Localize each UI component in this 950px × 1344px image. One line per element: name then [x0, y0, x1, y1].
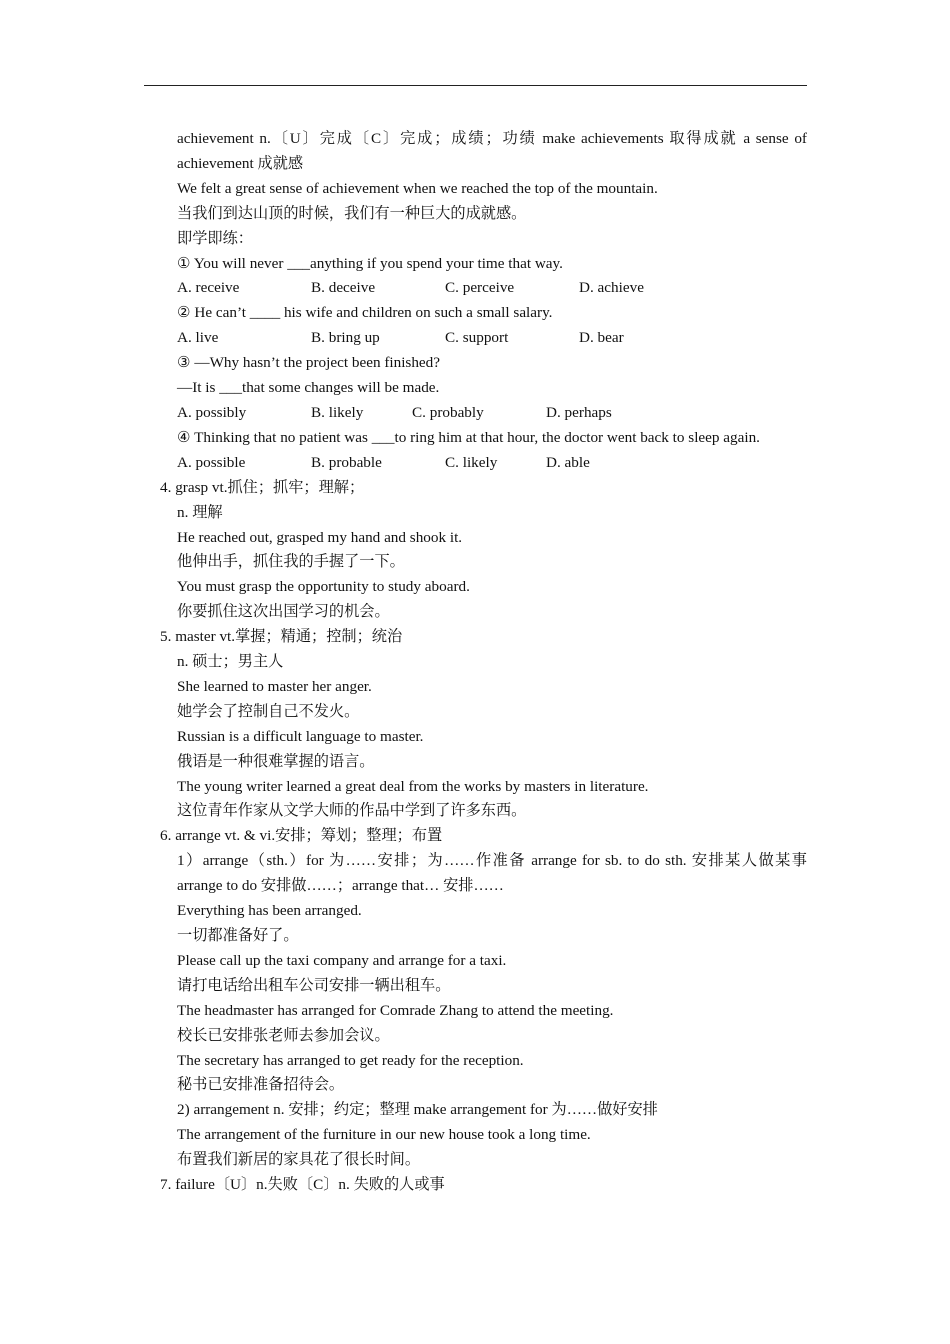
example-translation: 俄语是一种很难掌握的语言。	[177, 752, 375, 770]
document-body	[144, 127, 807, 1198]
option: C. perceive	[445, 279, 515, 297]
example-translation: 他伸出手，抓住我的手握了一下。	[177, 553, 405, 571]
example-translation: 秘书已安排准备招待会。	[177, 1076, 345, 1094]
entry-failure: 7. failure〔U〕n.失败〔C〕n. 失败的人或事	[160, 1176, 445, 1194]
question-4: ④ Thinking that no patient was ___to ring him at that hour, the doctor went back to sleep again.	[177, 428, 760, 446]
entry-master: 5. master vt.掌握；精通；控制；统治	[160, 628, 403, 646]
option: A. possible	[177, 453, 246, 471]
example-translation: 当我们到达山顶的时候，我们有一种巨大的成就感。	[177, 204, 527, 222]
example-sentence: Please call up the taxi company and arrange for a taxi.	[177, 951, 507, 969]
example-translation: 她学会了控制自己不发火。	[177, 702, 360, 720]
example-sentence: We felt a great sense of achievement when we reached the top of the mountain.	[177, 179, 658, 197]
question-3-reply: —It is ___that some changes will be made.	[177, 379, 440, 397]
example-sentence: You must grasp the opportunity to study aboard.	[177, 578, 470, 596]
option: C. likely	[445, 453, 498, 471]
option: D. bear	[579, 329, 624, 347]
option: D. achieve	[579, 279, 644, 297]
option: D. able	[546, 453, 590, 471]
example-sentence: The secretary has arranged to get ready for the reception.	[177, 1051, 524, 1069]
example-sentence: The arrangement of the furniture in our new house took a long time.	[177, 1126, 591, 1144]
arrange-usage: 1）arrange（sth.）for 为……安排；为……作准备 arrange for sb. to do sth. 安排某人做某事 arrange to do 安排做……；arrange that… 安排……	[177, 852, 807, 895]
question-3: ③ —Why hasn’t the project been finished?	[177, 354, 441, 372]
example-translation: 请打电话给出租车公司安排一辆出租车。	[177, 976, 451, 994]
example-sentence: She learned to master her anger.	[177, 677, 372, 695]
header-rule	[144, 85, 807, 86]
option: B. likely	[311, 403, 364, 421]
example-sentence: Everything has been arranged.	[177, 902, 362, 920]
example-translation: 校长已安排张老师去参加会议。	[177, 1026, 390, 1044]
example-translation: 一切都准备好了。	[177, 927, 299, 944]
option: B. deceive	[311, 279, 376, 297]
question-2-options	[144, 326, 807, 351]
entry-arrange: 6. arrange vt. & vi.安排；筹划；整理；布置	[160, 827, 443, 845]
arrangement-usage: 2) arrangement n. 安排；约定；整理 make arrangement for 为……做好安排	[177, 1101, 658, 1119]
entry-grasp-noun: n. 理解	[177, 503, 223, 521]
paragraph-achievement: achievement n.〔U〕完成〔C〕完成；成绩；功绩 make achievements 取得成就 a sense of achievement 成就感	[177, 130, 807, 172]
option: C. support	[445, 329, 509, 347]
option: B. bring up	[311, 329, 380, 347]
example-translation: 这位青年作家从文学大师的作品中学到了许多东西。	[177, 802, 527, 820]
option: A. live	[177, 329, 219, 347]
entry-grasp: 4. grasp vt.抓住；抓牢；理解；	[160, 478, 365, 496]
option: D. perhaps	[546, 403, 612, 421]
option: B. probable	[311, 453, 382, 471]
question-2: ② He can’t ____ his wife and children on such a small salary.	[177, 304, 553, 322]
question-1: ① You will never ___anything if you spend your time that way.	[177, 254, 563, 272]
question-4-options	[144, 451, 807, 476]
example-translation: 布置我们新居的家具花了很长时间。	[177, 1151, 420, 1169]
example-translation: 你要抓住这次出国学习的机会。	[177, 603, 390, 621]
option: A. receive	[177, 279, 240, 297]
option: C. probably	[412, 403, 484, 421]
example-sentence: The headmaster has arranged for Comrade Zhang to attend the meeting.	[177, 1001, 614, 1019]
example-sentence: He reached out, grasped my hand and shook it.	[177, 528, 463, 546]
option: A. possibly	[177, 403, 247, 421]
practice-heading: 即学即练：	[177, 229, 253, 247]
example-sentence: Russian is a difficult language to master.	[177, 727, 424, 745]
question-3-options	[144, 401, 807, 426]
question-1-options	[144, 276, 807, 301]
entry-master-noun: n. 硕士；男主人	[177, 653, 284, 671]
example-sentence: The young writer learned a great deal from the works by masters in literature.	[177, 777, 649, 795]
